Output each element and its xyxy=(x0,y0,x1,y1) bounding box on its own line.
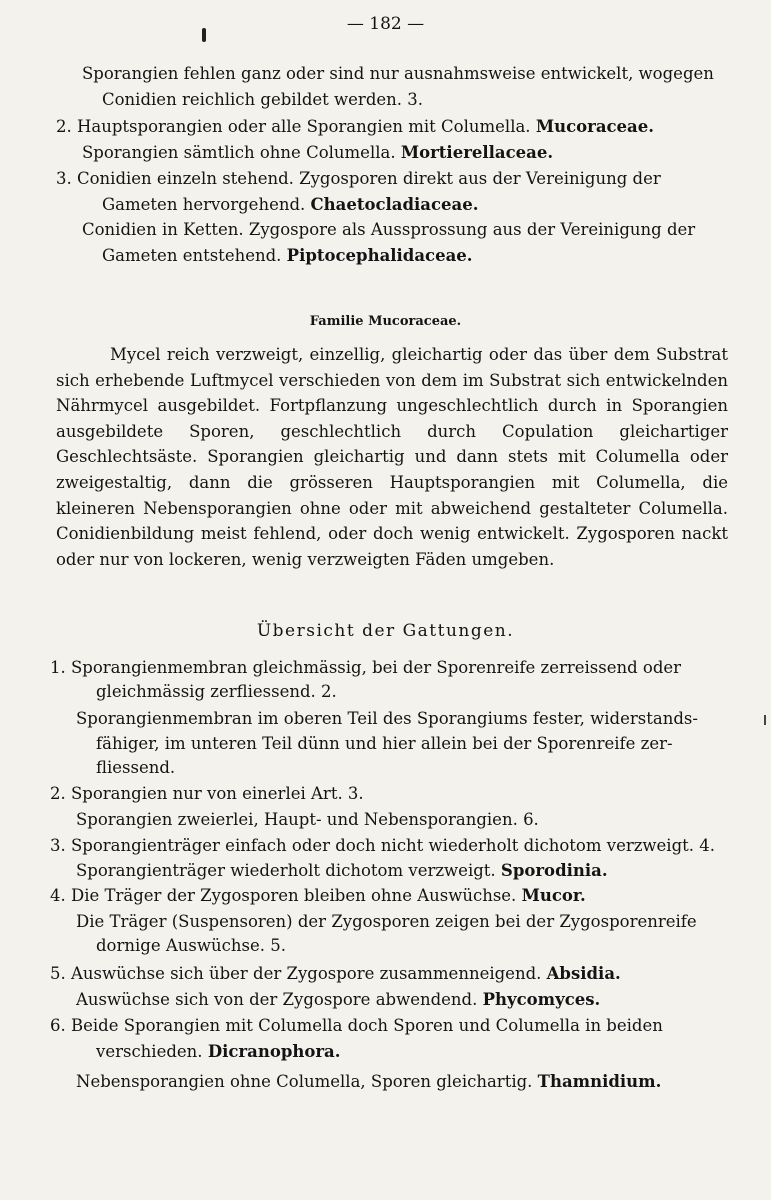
genus-key-line: 6. Beide Sporangien mit Columella doch Sporen und Columella in beiden xyxy=(50,1016,663,1035)
ink-speck xyxy=(764,715,766,725)
genus-key-line: dornige Auswüchse. 5. xyxy=(96,936,286,955)
family-name: Mortierellaceae. xyxy=(400,143,554,162)
genus-key-line: fähiger, im unteren Teil dünn und hier allein bei der Sporenreife zer- xyxy=(96,734,673,753)
genus-key-line: 3. Sporangienträger einfach oder doch nicht wiederholt dichotom verzweigt. 4. xyxy=(50,836,716,855)
family-name: Mucoraceae. xyxy=(535,117,654,136)
genus-name: Thamnidium. xyxy=(537,1072,662,1091)
key-line: 2. Hauptsporangien oder alle Sporangien mit Columella. Mucoraceae. xyxy=(56,117,654,136)
genus-key-line: Sporangien zweierlei, Haupt- und Nebensporangien. 6. xyxy=(76,810,539,829)
genus-key-line: Sporangienträger wiederholt dichotom verzweigt. Sporodinia. xyxy=(76,861,608,880)
genus-key-line: Sporangienmembran im oberen Teil des Sporangiums fester, widerstands- xyxy=(76,709,698,728)
genus-key-line: 1. Sporangienmembran gleichmässig, bei der Sporenreife zerreissend oder xyxy=(50,658,682,677)
genus-key-line: 4. Die Träger der Zygosporen bleiben ohne Auswüchse. Mucor. xyxy=(50,886,586,905)
key-line: Gameten entstehend. Piptocephalidaceae. xyxy=(102,246,473,265)
page-number: — 182 — xyxy=(346,14,425,34)
key-line: Conidien in Ketten. Zygospore als Aussprossung aus der Vereinigung der xyxy=(82,220,696,239)
genus-key-line: gleichmässig zerfliessend. 2. xyxy=(96,682,337,701)
genus-name: Absidia. xyxy=(546,964,621,983)
genus-key-line: Auswüchse sich von der Zygospore abwendend. Phycomyces. xyxy=(76,990,601,1009)
genus-key-line: 2. Sporangien nur von einerlei Art. 3. xyxy=(50,784,364,803)
key-line: Conidien reichlich gebildet werden. 3. xyxy=(102,90,424,109)
genus-key-line: verschieden. Dicranophora. xyxy=(96,1042,341,1061)
genus-key-line: Nebensporangien ohne Columella, Sporen gleichartig. Thamnidium. xyxy=(76,1072,662,1091)
family-description: Mycel reich verzweigt, einzellig, gleichartig oder das über dem Substrat sich erhebende Luftmycel verschieden von dem im Substrat sich entwickelnden Nährmycel ausgebildet. Fortpflanzung ungeschlechtlich durch in Sporangien ausgebildete Sporen, geschlechtlich durch Copulation gleichartiger Geschlechtsäste. Sporangien gleichartig und dann stets mit Columella oder zweigestaltig, dann die grösseren Hauptsporangien mit Columella, die kleineren Nebensporangien ohne oder mit abweichend gestalteter Columella. Conidienbildung meist fehlend, oder doch wenig entwickelt. Zygosporen nackt oder nur von lockeren, wenig verzweigten Fäden umgeben. xyxy=(56,345,728,569)
key-line: Gameten hervorgehend. Chaetocladiaceae. xyxy=(102,195,479,214)
key-line: Sporangien sämtlich ohne Columella. Mortierellaceae. xyxy=(82,143,554,162)
key-line: Sporangien fehlen ganz oder sind nur ausnahmsweise entwickelt, wogegen xyxy=(82,64,714,83)
genus-name: Sporodinia. xyxy=(500,861,608,880)
genus-name: Dicranophora. xyxy=(207,1042,341,1061)
genus-name: Mucor. xyxy=(521,886,586,905)
family-heading: Familie Mucoraceae. xyxy=(309,314,462,329)
genus-key-line: fliessend. xyxy=(96,758,176,777)
genus-name: Phycomyces. xyxy=(482,990,601,1009)
genus-key-line: 5. Auswüchse sich über der Zygospore zusammenneigend. Absidia. xyxy=(50,964,621,983)
genera-heading: Übersicht der Gattungen. xyxy=(256,621,515,641)
key-line: 3. Conidien einzeln stehend. Zygosporen direkt aus der Vereinigung der xyxy=(56,169,661,188)
family-name: Chaetocladiaceae. xyxy=(310,195,479,214)
genus-key-line: Die Träger (Suspensoren) der Zygosporen zeigen bei der Zygosporenreife xyxy=(76,912,697,931)
family-name: Piptocephalidaceae. xyxy=(286,246,473,265)
